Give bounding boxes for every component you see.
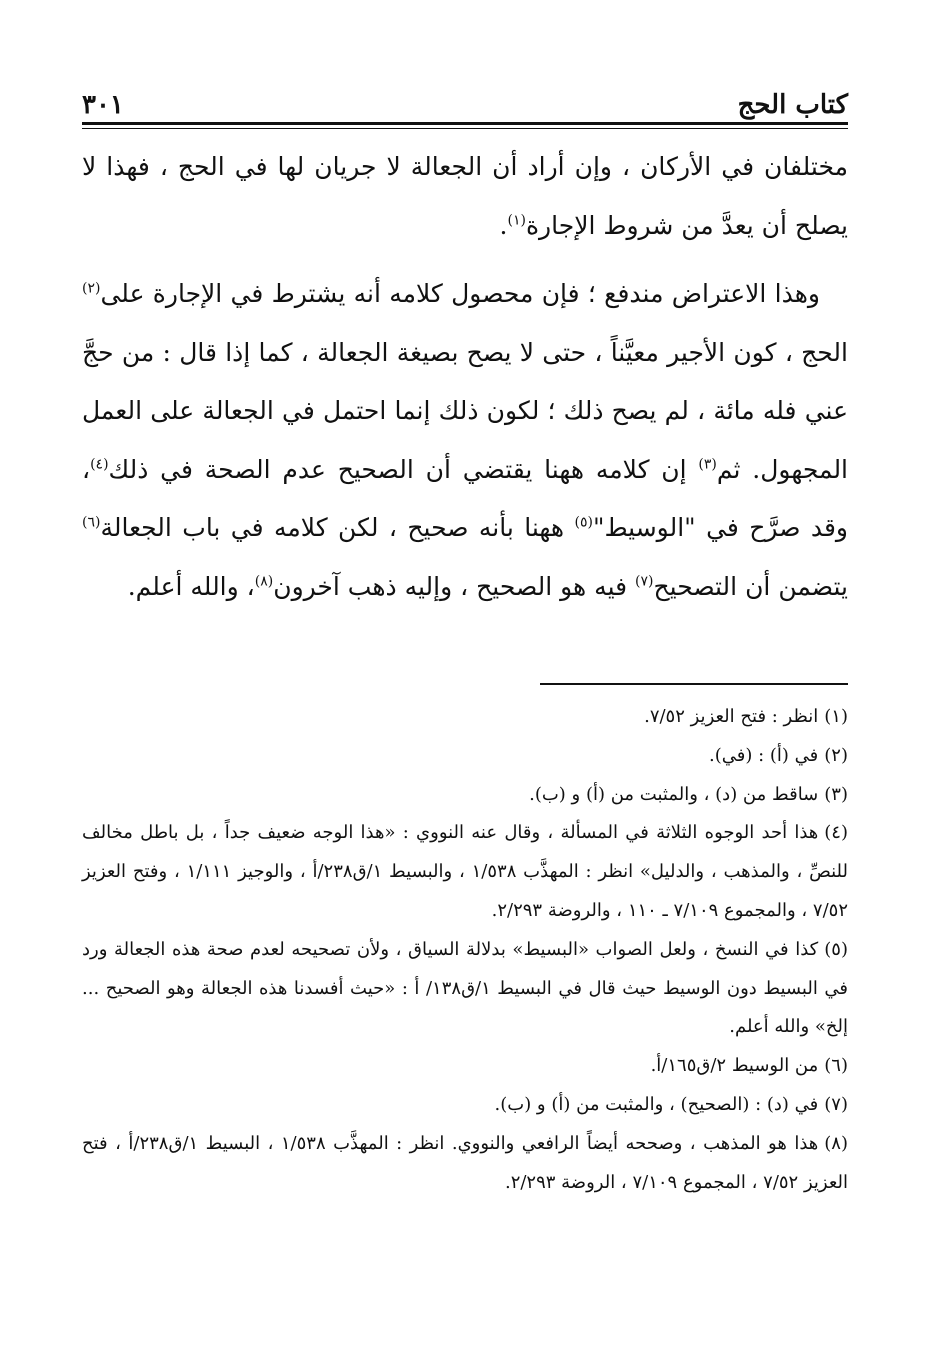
footnote-number: (٤) — [824, 822, 848, 844]
footnote-7 — [82, 1086, 848, 1125]
main-text — [82, 138, 848, 616]
paragraph-2-part-h: ، والله أعلم. — [127, 571, 255, 601]
footnote-ref-5[interactable]: (٥) — [574, 514, 593, 531]
footnote-ref-2[interactable]: (٢) — [82, 280, 101, 297]
paragraph-1 — [82, 138, 848, 255]
footnote-text: انظر : فتح العزيز ٧/٥٢. — [644, 706, 819, 727]
paragraph-2-part-e: ههنا بأنه صحيح ، لكن كلامه في باب الجعالة — [100, 513, 575, 542]
paragraph-2-part-b: الحج ، كون الأجير معيَّناً ، حتى لا يصح بصيغة الجعالة ، كما إذا قال : من حجَّ عني فله مائة ، لم يصح ذلك ؛ لكون ذلك إنما احتمل في الجعالة على العمل المجهول. ثم — [82, 337, 849, 484]
footnote-ref-1[interactable]: (١) — [507, 212, 526, 229]
chapter-title: كتاب الحج — [737, 90, 848, 120]
book-page — [82, 0, 848, 1368]
footnote-text: من الوسيط ٢/ق١٦٥/أ. — [650, 1055, 819, 1077]
footnote-ref-3[interactable]: (٣) — [698, 456, 717, 473]
footnote-text: في (د) : (الصحيح) ، والمثبت من (أ) و (ب). — [494, 1093, 819, 1115]
footnote-text: في (أ) : (في). — [709, 744, 819, 766]
footnote-number: (٦) — [824, 1055, 848, 1077]
paragraph-2 — [82, 265, 848, 616]
footnote-1 — [82, 698, 848, 737]
footnote-6 — [82, 1047, 848, 1086]
header-rule — [82, 122, 848, 129]
footnote-text: هذا هو المذهب ، وصححه أيضاً الرافعي والنووي. انظر : المهذَّب ١/٥٣٨ ، البسيط ١/ق٢٣٨/أ ، فتح العزيز ٧/٥٢ ، المجموع ٧/١٠٩ ، الروضة ٢/٢٩٣. — [82, 1132, 848, 1193]
footnote-separator — [540, 683, 848, 685]
footnote-2 — [82, 737, 848, 776]
footnote-ref-8[interactable]: (٨) — [254, 573, 274, 590]
footnote-number: (٧) — [824, 1093, 848, 1115]
paragraph-2-part-c: إن كلامه ههنا يقتضي أن الصحيح عدم الصحة في ذلك — [108, 454, 699, 484]
footnote-4 — [82, 814, 848, 930]
footnote-ref-4[interactable]: (٤) — [90, 456, 109, 473]
paragraph-2-part-g: فيه هو الصحيح ، وإليه ذهب آخرون — [273, 571, 636, 601]
page-number: ٣٠١ — [82, 90, 124, 120]
footnote-5 — [82, 931, 848, 1047]
footnote-text: ساقط من (د) ، والمثبت من (أ) و (ب). — [529, 783, 819, 805]
footnote-number: (٢) — [824, 744, 848, 766]
footnote-number: (١) — [824, 706, 848, 727]
footnote-ref-6[interactable]: (٦) — [82, 514, 101, 531]
footnote-3 — [82, 776, 848, 815]
footnote-ref-7[interactable]: (٧) — [635, 573, 654, 590]
paragraph-2-part-a: وهذا الاعتراض مندفع ؛ فإن محصول كلامه أنه يشترط في الإجارة على — [100, 279, 820, 308]
paragraph-2-part-f: يتضمن أن التصحيح — [653, 571, 848, 601]
paragraph-1-text: مختلفان في الأركان ، وإن أراد أن الجعالة لا جريان لها في الحج ، فهذا لا يصلح أن يعدَّ من شروط الإجارة — [82, 152, 848, 240]
footnote-number: (٥) — [824, 938, 848, 960]
footnote-number: (٨) — [824, 1132, 848, 1154]
paragraph-2-part-d: ، وقد صرَّح في "الوسيط" — [82, 454, 848, 542]
footnote-text: هذا أحد الوجوه الثلاثة في المسألة ، وقال عنه النووي : «هذا الوجه ضعيف جداً ، بل باطل مخالف للنصِّ ، والمذهب ، والدليل» انظر : المهذَّب ١/٥٣٨ ، والبسيط ١/ق٢٣٨/أ ، والوجيز ١/١١١ ، وفتح العزيز ٧/٥٢ ، والمجموع ٧/١٠٩ ـ ١١٠ ، والروضة ٢/٢٩٣. — [82, 822, 848, 921]
footnote-8 — [82, 1125, 848, 1203]
running-head — [82, 80, 848, 120]
footnote-text: كذا في النسخ ، ولعل الصواب «البسيط» بدلالة السياق ، ولأن تصحيحه لعدم صحة هذه الجعالة ورد في البسيط دون الوسيط حيث قال في البسيط ١/ق١٣٨/ أ : «حيث أفسدنا هذه الجعالة وهو الصحيح ... إلخ» والله أعلم. — [82, 938, 849, 1038]
paragraph-1-end: . — [499, 210, 508, 240]
footnotes — [82, 698, 848, 1202]
footnote-number: (٣) — [824, 783, 848, 805]
